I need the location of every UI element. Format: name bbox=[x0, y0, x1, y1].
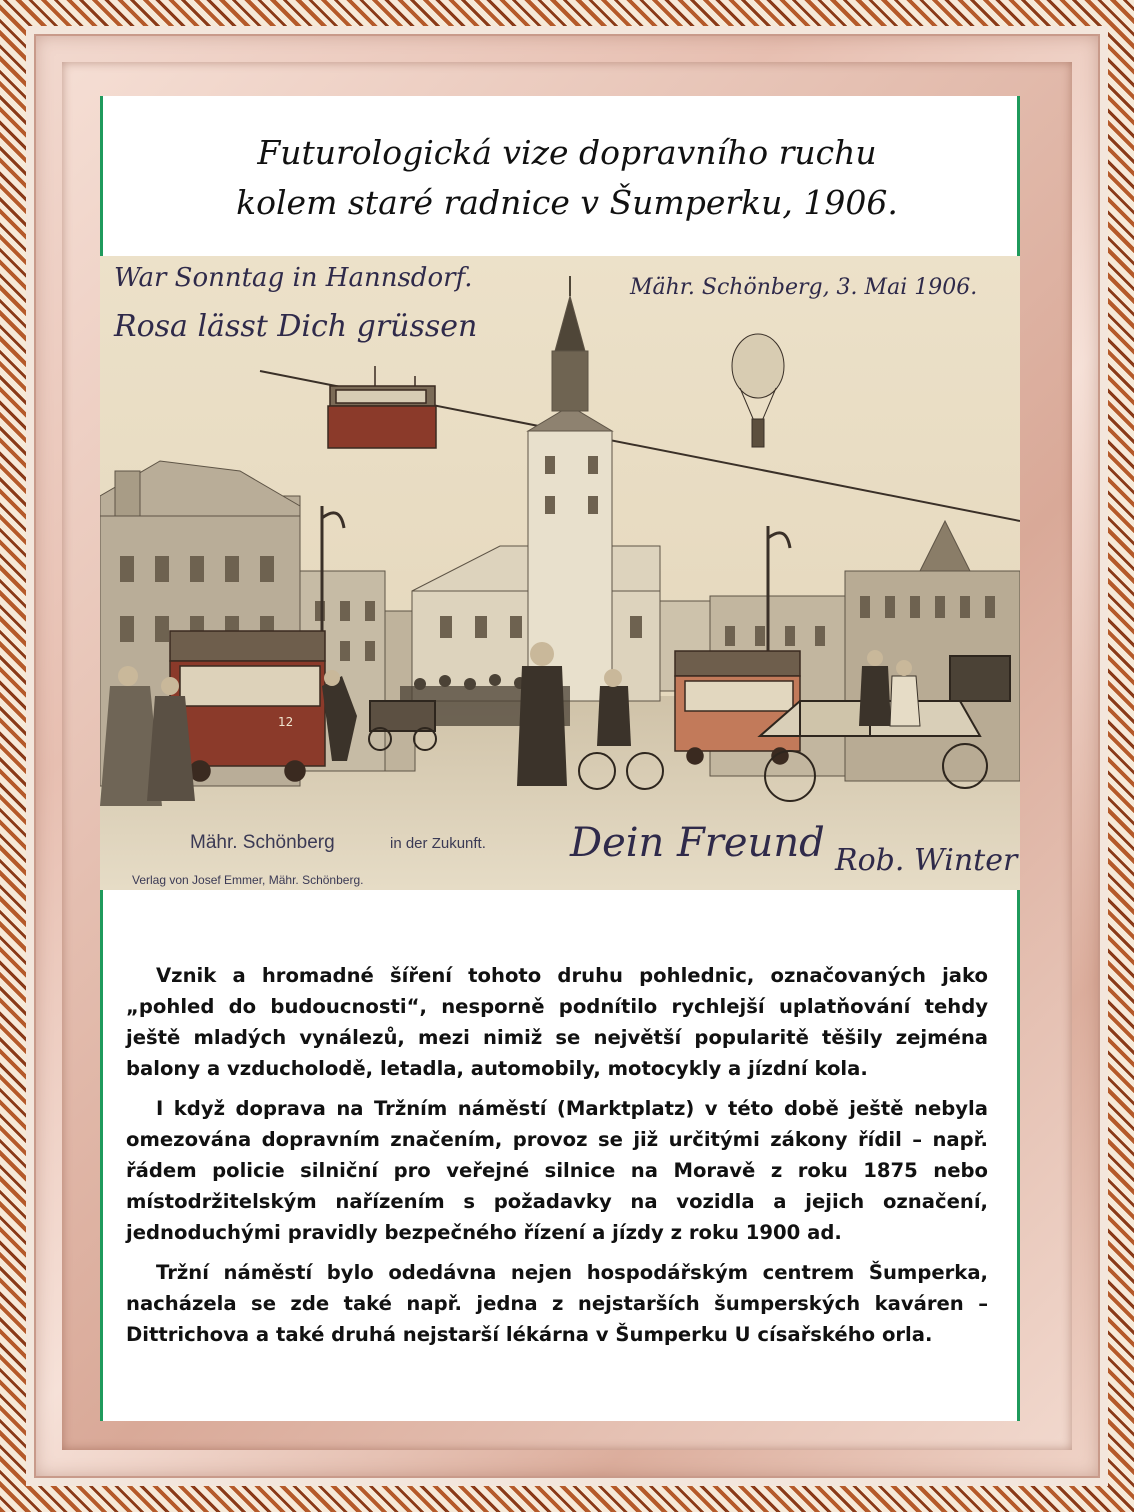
paragraph-1: Vznik a hromadné šíření tohoto druhu pohlednic, označovaných jako „pohled do budoucnosti“, nesporně podnítilo rychlejší uplatňování tehdy ještě mladých vynálezů, mezi nimiž se největší popularitě těšily zejména balony a vzducholodě, letadla, automobily, motocykly a jízdní kola. bbox=[126, 964, 988, 1080]
title-line-2: kolem staré radnice v Šumperku, 1906. bbox=[236, 183, 898, 222]
tram-number: 12 bbox=[278, 715, 294, 729]
caption-main: Mähr. Schönberg bbox=[190, 832, 335, 853]
handwriting-bottom: Dein Freund bbox=[570, 820, 825, 866]
paragraph-2: I když doprava na Tržním náměstí (Marktplatz) v této době ještě nebyla omezována dopravním značením, provoz se již určitými zákony řídil – např. řádem policie silniční pro veřejné silnice na Moravě z roku 1875 nebo místodržitelským nařízením s požadavky na vozidla a jejich označení, jednoduchými pravidly bezpečného řízení a jízdy z roku 1900 ad. bbox=[126, 1097, 988, 1244]
handwriting-top-left: War Sonntag in Hannsdorf. bbox=[114, 263, 473, 293]
page-title bbox=[100, 128, 1034, 228]
handwriting-second-line: Rosa lässt Dich grüssen bbox=[114, 309, 478, 344]
paragraph-3: Tržní náměstí bylo odedávna nejen hospodářským centrem Šumperka, nacházela se zde také např. jedna z nejstarších šumperských kaváren – Dittrichova a také druhá nejstarší lékárna v Šumperku U císařského orla. bbox=[126, 1261, 988, 1346]
tram-right bbox=[675, 651, 800, 764]
title-line-1: Futurologická vize dopravního ruchu bbox=[257, 133, 877, 172]
publisher-line: Verlag von Josef Emmer, Mähr. Schönberg. bbox=[132, 873, 364, 887]
handwriting-top-right: Mähr. Schönberg, 3. Mai 1906. bbox=[630, 275, 978, 300]
tram-left bbox=[170, 631, 325, 781]
caption-sub: in der Zukunft. bbox=[390, 835, 486, 852]
body-text bbox=[126, 960, 988, 1359]
signature: Rob. Winter bbox=[835, 843, 1018, 878]
postcard-image bbox=[100, 256, 1020, 890]
